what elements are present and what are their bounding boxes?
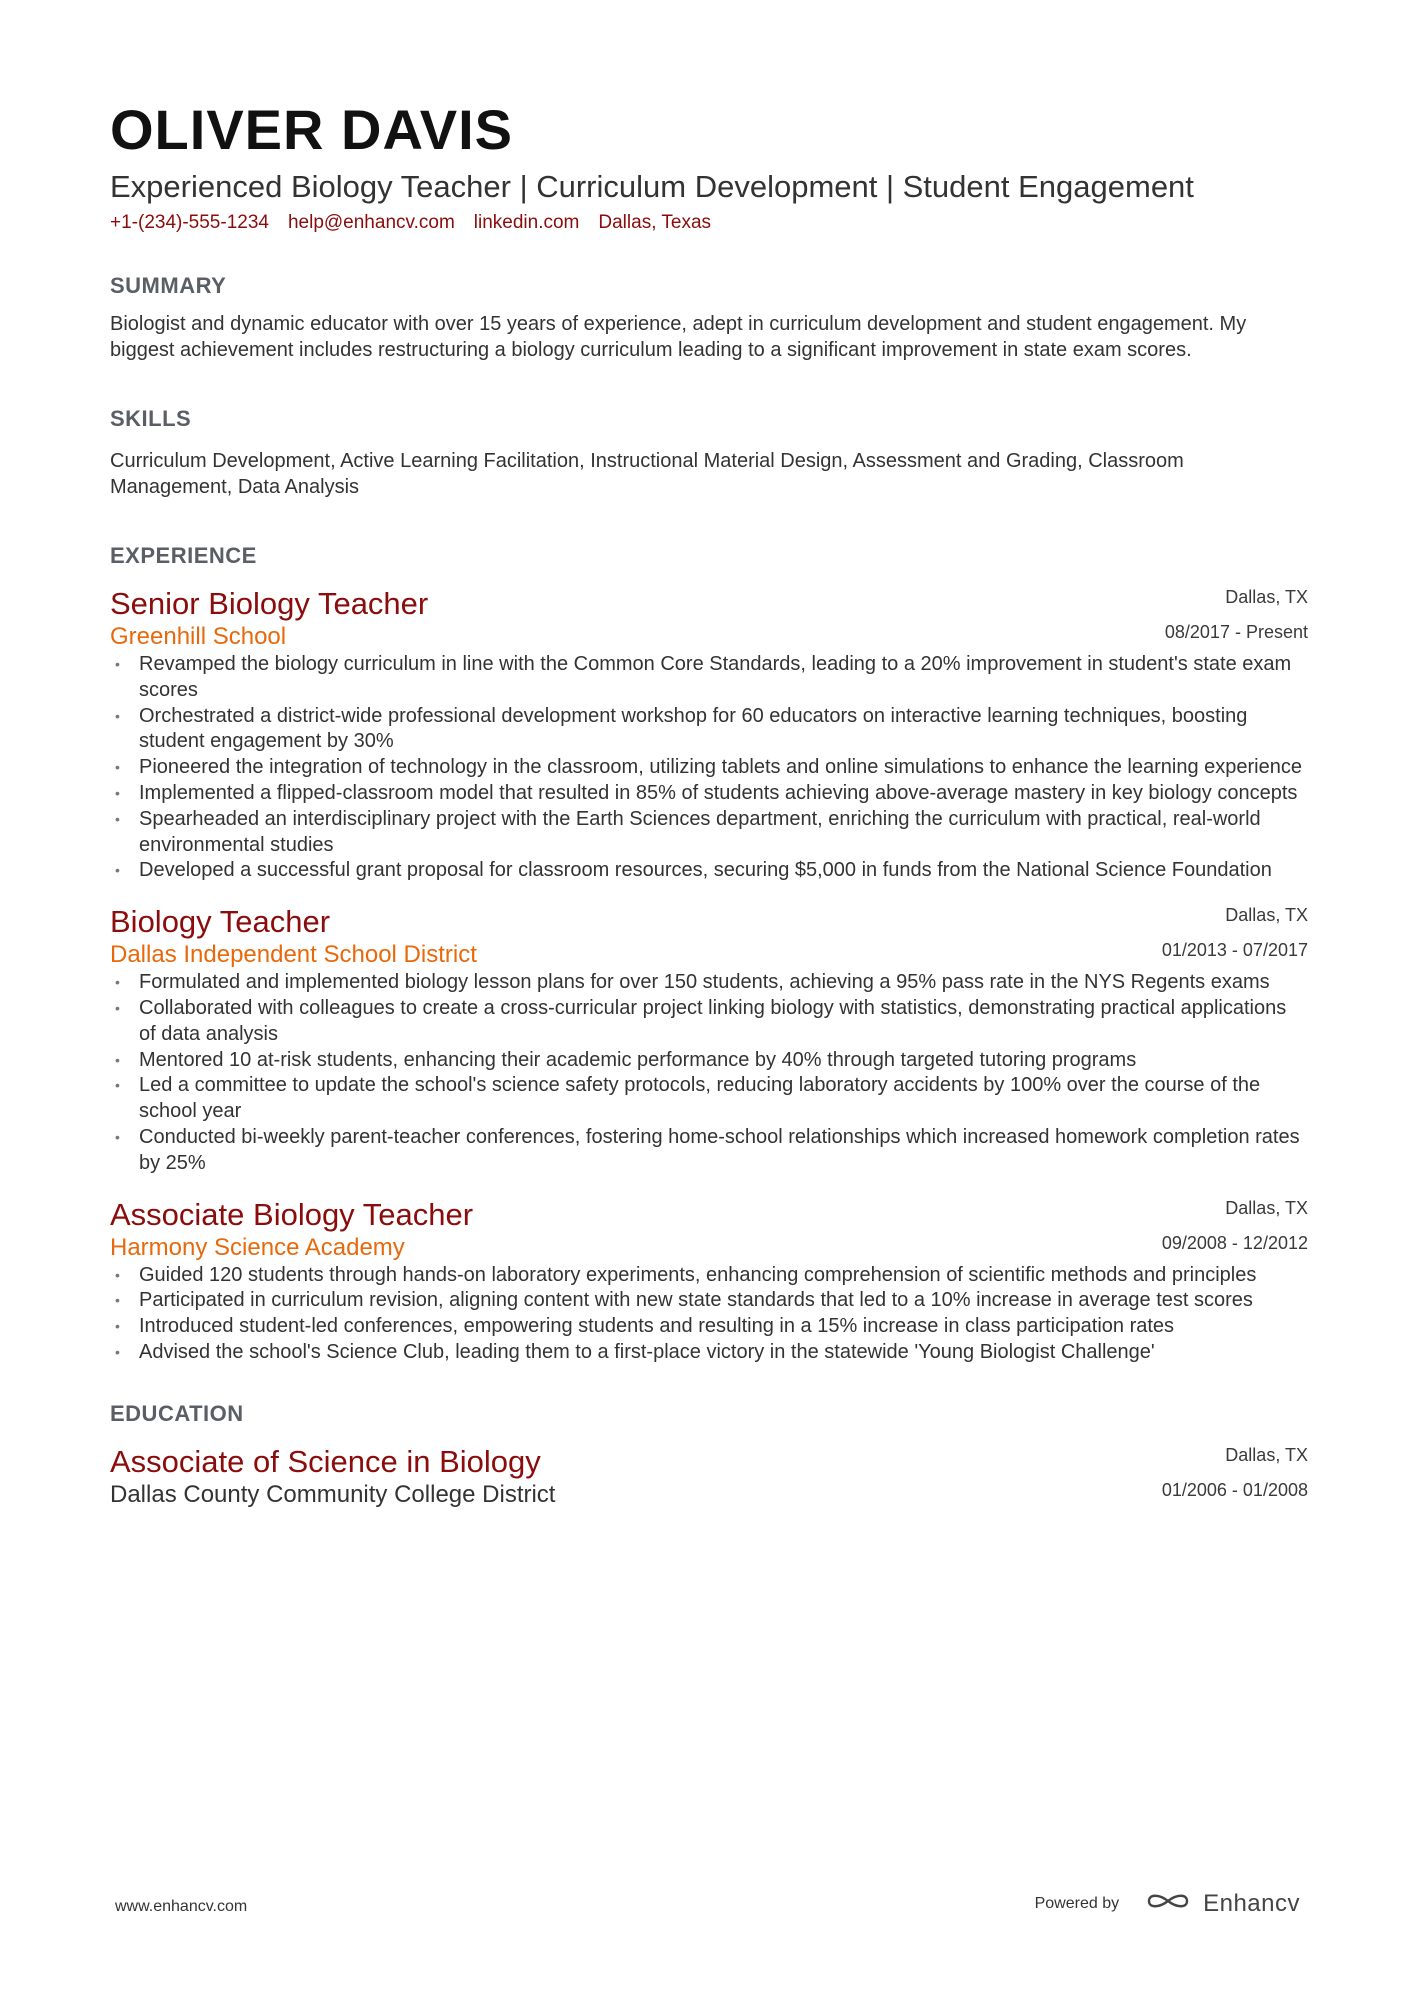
bullet-list (110, 652, 1308, 884)
experience-entry (110, 1197, 1308, 1366)
skills-heading: SKILLS (110, 406, 192, 431)
summary-heading: SUMMARY (110, 273, 227, 298)
linkedin-link[interactable]: linkedin.com (473, 212, 580, 233)
job-location: Dallas, TX (1225, 1197, 1308, 1218)
bullet-icon: • (115, 974, 120, 991)
bullet-item: • Introduced student-led conferences, empowering students and resulting in a 15% increase in class participation rates (110, 1314, 1308, 1340)
experience-entry (110, 586, 1308, 884)
phone-link[interactable]: +1-(234)-555-1234 (110, 212, 269, 233)
bullet-item: • Led a committee to update the school's science safety protocols, reducing laboratory accidents by 100% over the course of the school year (115, 1074, 1261, 1123)
school-name: Dallas County Community College District (110, 1480, 556, 1508)
powered-by-text: Powered by (1034, 1894, 1120, 1912)
company-name: Harmony Science Academy (110, 1233, 405, 1261)
bullet-icon: • (115, 1128, 120, 1145)
experience-heading: EXPERIENCE (110, 543, 257, 568)
email-link[interactable]: help@enhancv.com (287, 212, 455, 233)
bullet-list (110, 1263, 1308, 1366)
bullet-item: • Guided 120 students through hands-on laboratory experiments, enhancing comprehension of scientific methods and principles (110, 1263, 1308, 1289)
job-title: Associate Biology Teacher (110, 1196, 474, 1232)
education-heading: EDUCATION (110, 1400, 244, 1426)
location-text: Dallas, Texas (598, 212, 712, 233)
bullet-icon: • (115, 1077, 120, 1094)
bullet-item: • Participated in curriculum revision, aligning content with new state standards that led to a 10% increase in average test scores (110, 1288, 1308, 1314)
contact-bar (110, 210, 1310, 236)
bullet-item: • Spearheaded an interdisciplinary project with the Earth Sciences department, enriching the curriculum with practical, real-world environmental studies (115, 807, 1261, 856)
bullet-item: • Mentored 10 at-risk students, enhancing their academic performance by 40% through targeted tutoring programs (110, 1048, 1308, 1074)
skills-text: Curriculum Development, Active Learning Facilitation, Instructional Material Design, Assessment and Grading, Classroom Management, Data Analysis (110, 450, 1184, 498)
bullet-list (110, 970, 1308, 1176)
bullet-item: • Implemented a flipped-classroom model that resulted in 85% of students achieving above-average mastery in key biology concepts (110, 781, 1308, 807)
bullet-item: • Formulated and implemented biology lesson plans for over 150 students, achieving a 95% pass rate in the NYS Regents exams (110, 970, 1308, 996)
bullet-icon: • (115, 1318, 120, 1335)
bullet-item: • Orchestrated a district-wide professional development workshop for 60 educators on interactive learning techniques, boosting student engagement by 30% (115, 704, 1248, 753)
job-dates: 01/2013 - 07/2017 (1161, 940, 1308, 961)
enhancv-logo-icon (1145, 1888, 1191, 1919)
bullet-icon: • (115, 707, 120, 724)
bullet-item: • Developed a successful grant proposal for classroom resources, securing $5,000 in funds from the National Science Foundation (110, 858, 1308, 884)
bullet-icon: • (115, 862, 120, 879)
tagline: Experienced Biology Teacher | Curriculum Development | Student Engagement (110, 169, 1194, 204)
candidate-name: OLIVER DAVIS (110, 98, 514, 161)
bullet-icon: • (115, 759, 120, 776)
bullet-item: • Advised the school's Science Club, leading them to a first-place victory in the statewide 'Young Biologist Challenge' (110, 1340, 1308, 1366)
bullet-item: • Collaborated with colleagues to create a cross-curricular project linking biology with statistics, demonstrating practical applications of data analysis (115, 996, 1287, 1045)
job-location: Dallas, TX (1225, 587, 1308, 607)
education-dates: 01/2006 - 01/2008 (1161, 1479, 1308, 1500)
job-title: Senior Biology Teacher (110, 586, 429, 621)
bullet-icon: • (115, 810, 120, 827)
company-name: Dallas Independent School District (110, 941, 477, 969)
resume-page (110, 100, 1310, 1508)
footer-website-link[interactable]: www.enhancv.com (115, 1898, 248, 1915)
bullet-item: • Pioneered the integration of technology in the classroom, utilizing tablets and online simulations to enhance the learning experience (110, 755, 1308, 781)
bullet-icon: • (115, 784, 120, 801)
bullet-icon: • (115, 1292, 120, 1309)
summary-text: Biologist and dynamic educator with over 15 years of experience, adept in curriculum development and student engagement. My biggest achievement includes restructuring a biology curriculum leading to a significant improvement in state exam scores. (110, 313, 1247, 361)
experience-entry (110, 904, 1308, 1176)
degree-title: Associate of Science in Biology (110, 1443, 541, 1479)
bullet-icon: • (115, 1343, 120, 1360)
job-location: Dallas, TX (1225, 905, 1308, 926)
enhancv-brand-text: Enhancv (1203, 1889, 1300, 1917)
education-entry (110, 1444, 1308, 1508)
job-dates: 08/2017 - Present (1164, 622, 1308, 642)
bullet-icon: • (115, 1266, 120, 1283)
job-title: Biology Teacher (110, 904, 331, 940)
bullet-item: • Conducted bi-weekly parent-teacher conferences, fostering home-school relationships which increased homework completion rates by 25% (115, 1125, 1300, 1174)
company-name: Greenhill School (110, 623, 287, 650)
education-location: Dallas, TX (1225, 1444, 1308, 1465)
bullet-icon: • (115, 1051, 120, 1068)
bullet-item: • Revamped the biology curriculum in line with the Common Core Standards, leading to a 20% improvement in student's state exam scores (115, 653, 1292, 701)
bullet-icon: • (115, 999, 120, 1016)
bullet-icon: • (115, 656, 120, 672)
footer-branding (1035, 1888, 1300, 1919)
job-dates: 09/2008 - 12/2012 (1161, 1232, 1308, 1253)
